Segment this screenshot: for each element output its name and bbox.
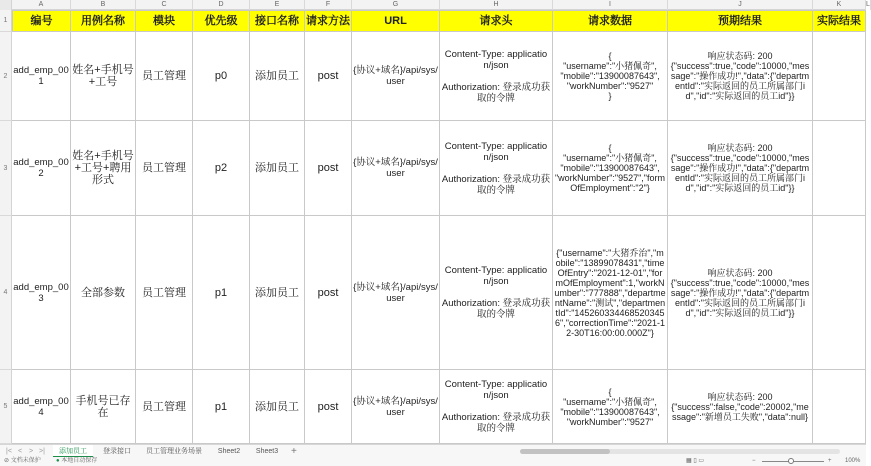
cell-method[interactable] <box>305 121 352 216</box>
cell-text: { "username":"小猪佩奇", "mobile":"13900087643", "workNumber":"9527" <box>560 386 660 427</box>
normal-view-icon[interactable]: ▦ <box>686 458 692 464</box>
cell-text: add_emp_001 <box>13 65 69 87</box>
cell-data[interactable] <box>553 32 668 121</box>
cell-text: p2 <box>214 162 228 174</box>
cell-priority[interactable] <box>193 121 250 216</box>
sheet-tab[interactable]: 登录接口 <box>103 448 131 455</box>
header-cell-name[interactable] <box>71 10 136 32</box>
header-cell-text: 优先级 <box>204 15 238 27</box>
cell-text: p1 <box>214 400 228 413</box>
scrollbar-thumb[interactable] <box>520 449 610 454</box>
cell-text: { "username":"小猪佩奇", "mobile":"13900087643", "workNumber":"9527","formOfEmployment":"2"} <box>554 143 665 193</box>
cell-text: 添加员工 <box>255 70 299 82</box>
header-cell-module[interactable] <box>136 10 193 32</box>
cell-method[interactable] <box>305 370 352 444</box>
cell-text: 姓名+手机号+工号+聘用形式 <box>72 150 134 186</box>
shield-icon: ⊘ <box>4 458 10 464</box>
cell-actual[interactable] <box>813 121 866 216</box>
header-cell-priority[interactable] <box>193 10 250 32</box>
cell-actual[interactable] <box>813 370 866 444</box>
column-header-f[interactable]: F <box>305 0 352 10</box>
cell-text: 响应状态码: 200 {"success":false,"code":20002,"message":"新增员工失败","data":null} <box>671 391 809 422</box>
cell-text: { "username":"小猪佩奇", "mobile":"13900087643", "workNumber":"9527" } <box>560 51 660 101</box>
cell-text: Content-Type: application/json Authorization: 登录成功获取的令牌 <box>441 140 551 196</box>
view-mode-icons[interactable] <box>686 457 704 466</box>
cell-text: Content-Type: application/json Authorization: 登录成功获取的令牌 <box>441 48 551 104</box>
cell-priority[interactable] <box>193 32 250 121</box>
prev-sheet-button[interactable]: < <box>17 448 23 455</box>
sheet-tab[interactable]: Sheet2 <box>217 448 241 455</box>
row-header[interactable]: 1 <box>0 10 12 32</box>
reading-view-icon[interactable]: ▭ <box>698 458 704 464</box>
cell-priority[interactable] <box>193 216 250 370</box>
cell-text: add_emp_003 <box>13 281 69 304</box>
cell-text: 员工管理 <box>142 70 186 82</box>
cell-text: 全部参数 <box>81 286 125 299</box>
cell-headers[interactable] <box>440 32 553 121</box>
cell-text: 员工管理 <box>142 400 186 413</box>
cell-text: post <box>317 286 339 299</box>
column-header-d[interactable]: D <box>193 0 250 10</box>
header-cell-text: 预期结果 <box>718 15 762 27</box>
cell-text: {"username":"大猪乔治","mobile":"13899078431","timeOfEntry":"2021-12-01","formOfEmployment":1,"workNumber":"777888","departmentName":"测试","departmentId":"1452603344685203456","correctionTime":"2021-12-30T16:00:00.000Z"} <box>554 247 666 338</box>
cell-text: 手机号已存在 <box>75 394 131 419</box>
zoom-in-button[interactable]: + <box>828 458 832 464</box>
cell-url[interactable] <box>352 370 440 444</box>
cell-api[interactable] <box>250 370 305 444</box>
cell-module[interactable] <box>136 216 193 370</box>
row-header[interactable]: 2 <box>0 32 12 121</box>
cell-text: p1 <box>214 286 228 299</box>
column-header-h[interactable]: H <box>440 0 553 10</box>
column-header-i[interactable]: I <box>553 0 668 10</box>
cell-text: 姓名+手机号+工号 <box>72 64 134 88</box>
column-header-k[interactable]: K <box>813 0 866 10</box>
header-cell-text: 编号 <box>30 15 53 27</box>
cell-text: post <box>317 400 339 413</box>
cell-module[interactable] <box>136 121 193 216</box>
cell-id[interactable] <box>12 370 71 444</box>
header-cell-api[interactable] <box>250 10 305 32</box>
cell-text: add_emp_002 <box>13 157 69 179</box>
sheet-tab[interactable]: Sheet3 <box>255 448 279 455</box>
cell-id[interactable] <box>12 32 71 121</box>
column-header-a[interactable]: A <box>12 0 71 10</box>
column-header-l[interactable]: L <box>866 1 870 8</box>
select-all-corner[interactable] <box>0 0 12 10</box>
check-icon: ● <box>56 458 60 464</box>
cell-headers[interactable] <box>440 370 553 444</box>
cell-text: p0 <box>214 70 228 82</box>
cell-text: 响应状态码: 200 {"success":true,"code":10000,"message":"操作成功!","data":{"departmentId":"实际返回的员工所属部门id","id":"实际返回的员工id"}} <box>670 267 810 318</box>
cell-method[interactable] <box>305 216 352 370</box>
cell-text: post <box>317 70 339 82</box>
zoom-value[interactable]: 100% <box>845 458 861 464</box>
sheet-tab[interactable]: 添加员工 <box>53 445 93 458</box>
header-cell-headers[interactable] <box>440 10 553 32</box>
cell-url[interactable] <box>352 121 440 216</box>
header-cell-data[interactable] <box>553 10 668 32</box>
cell-module[interactable] <box>136 370 193 444</box>
cell-text: Content-Type: application/json Authorization: 登录成功获取的令牌 <box>441 265 551 320</box>
row-header[interactable]: 4 <box>0 216 12 370</box>
first-sheet-button[interactable]: |< <box>6 448 12 455</box>
column-header-e[interactable]: E <box>250 0 305 10</box>
cell-data[interactable] <box>553 121 668 216</box>
zoom-out-button[interactable]: − <box>752 458 756 464</box>
column-header-j[interactable]: J <box>668 0 813 10</box>
protect-status[interactable] <box>4 457 41 466</box>
cell-actual[interactable] <box>813 32 866 121</box>
cell-data[interactable] <box>553 216 668 370</box>
cell-expected[interactable] <box>668 216 813 370</box>
cell-name[interactable] <box>71 32 136 121</box>
header-cell-id[interactable] <box>12 10 71 32</box>
cell-text: add_emp_004 <box>13 395 69 418</box>
header-cell-expected[interactable] <box>668 10 813 32</box>
header-cell-text: 接口名称 <box>255 15 299 27</box>
cell-id[interactable] <box>12 121 71 216</box>
cell-data[interactable] <box>553 370 668 444</box>
cell-api[interactable] <box>250 121 305 216</box>
cell-name[interactable] <box>71 121 136 216</box>
next-sheet-button[interactable]: > <box>28 448 34 455</box>
header-cell-text: 请求数据 <box>588 15 632 27</box>
sheet-tab-bar <box>0 444 866 457</box>
header-cell-url[interactable] <box>352 10 440 32</box>
cell-priority[interactable] <box>193 370 250 444</box>
cell-text: 员工管理 <box>142 162 186 174</box>
cell-text: 响应状态码: 200 {"success":true,"code":10000,"message":"操作成功!","data":{"departmentId":"实际返回的员工所属部门id","id":"实际返回的员工id"}} <box>670 51 810 101</box>
cell-text: Content-Type: application/json Authorization: 登录成功获取的令牌 <box>441 379 551 434</box>
header-cell-text: 模块 <box>153 15 175 27</box>
cell-text: 响应状态码: 200 {"success":true,"code":10000,"message":"操作成功!","data":{"departmentId":"实际返回的员工所属部门id","id":"实际返回的员工id"}} <box>670 143 810 193</box>
page-view-icon[interactable]: ▯ <box>693 458 697 464</box>
column-header-b[interactable]: B <box>71 0 136 10</box>
column-header-g[interactable]: G <box>352 0 440 10</box>
header-cell-method[interactable] <box>305 10 352 32</box>
cell-url[interactable] <box>352 216 440 370</box>
cell-expected[interactable] <box>668 32 813 121</box>
cell-name[interactable] <box>71 370 136 444</box>
protect-status-label: 文档未保护 <box>10 458 41 464</box>
header-cell-text: 实际结果 <box>817 15 861 27</box>
last-sheet-button[interactable]: >| <box>39 448 45 455</box>
cell-headers[interactable] <box>440 216 553 370</box>
cell-method[interactable] <box>305 32 352 121</box>
horizontal-scrollbar[interactable] <box>520 449 840 454</box>
cell-api[interactable] <box>250 32 305 121</box>
autosave-status[interactable] <box>56 457 97 466</box>
cell-api[interactable] <box>250 216 305 370</box>
cell-headers[interactable] <box>440 121 553 216</box>
cell-module[interactable] <box>136 32 193 121</box>
cell-text: {协议+域名}/api/sys/user <box>353 157 438 179</box>
cell-text: 添加员工 <box>255 400 299 413</box>
sheet-tab[interactable]: 员工管理业务场景 <box>146 448 202 455</box>
cell-url[interactable] <box>352 32 440 121</box>
row-header[interactable]: 3 <box>0 121 12 216</box>
header-cell-text: 请求方法 <box>306 15 350 27</box>
column-header-c[interactable]: C <box>136 0 193 10</box>
cell-text: {协议+域名}/api/sys/user <box>353 281 438 304</box>
cell-text: {协议+域名}/api/sys/user <box>353 65 438 87</box>
cell-text: {协议+域名}/api/sys/user <box>353 395 438 418</box>
cell-actual[interactable] <box>813 216 866 370</box>
autosave-label: 本地自动保存 <box>61 458 98 464</box>
cell-text: 添加员工 <box>255 162 299 174</box>
cell-expected[interactable] <box>668 121 813 216</box>
header-cell-actual[interactable] <box>813 10 866 32</box>
cell-text: 员工管理 <box>142 286 186 299</box>
cell-id[interactable] <box>12 216 71 370</box>
add-sheet-button[interactable]: + <box>291 446 297 457</box>
zoom-knob[interactable] <box>788 458 794 464</box>
header-cell-text: URL <box>384 15 407 27</box>
cell-text: 添加员工 <box>255 286 299 299</box>
status-bar <box>0 457 866 466</box>
cell-name[interactable] <box>71 216 136 370</box>
header-cell-text: 用例名称 <box>81 15 125 27</box>
cell-text: post <box>317 162 339 174</box>
header-cell-text: 请求头 <box>479 15 513 27</box>
cell-expected[interactable] <box>668 370 813 444</box>
row-header[interactable]: 5 <box>0 370 12 444</box>
